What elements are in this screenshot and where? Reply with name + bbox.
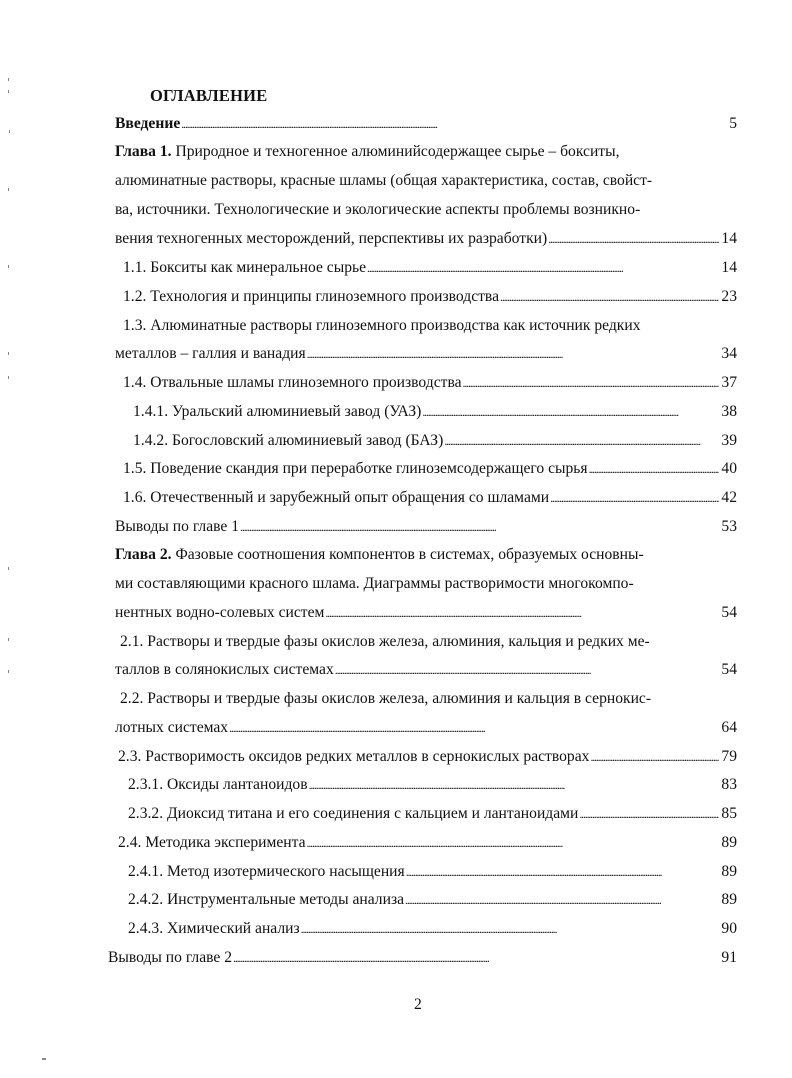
- page-number: 2: [414, 996, 422, 1013]
- toc-page-number: 14: [721, 259, 737, 276]
- scan-speck: [8, 90, 9, 93]
- toc-entry-1-5[interactable]: [123, 455, 737, 483]
- toc-page-number: 79: [721, 748, 737, 765]
- leader-dots: [444, 427, 719, 455]
- chapter-title-part: Природное и техногенное алюминийсодержащее сырье – бокситы,: [175, 143, 620, 160]
- toc-entry-conclusions-1[interactable]: [115, 513, 737, 541]
- toc-page-number: 90: [721, 920, 737, 937]
- toc-entry-label: 1.6. Отечественный и зарубежный опыт обращения со шламами: [123, 489, 550, 506]
- toc-page-number: 34: [721, 345, 737, 362]
- toc-page-number: 42: [721, 489, 737, 506]
- toc-entry-chapter1-line2: алюминатные растворы, красные шламы (общая характеристика, состав, свойст-: [115, 172, 653, 189]
- toc-entry-chapter2-line2: ми составляющими красного шлама. Диаграммы растворимости многокомпо-: [115, 575, 634, 592]
- leader-dots: [463, 369, 720, 397]
- toc-entry-intro[interactable]: [115, 110, 737, 138]
- toc-entry-2-1-line1[interactable]: 2.1. Растворы и твердые фазы окислов железа, алюминия, кальция и редких ме-: [120, 633, 650, 650]
- leader-dots: [548, 225, 719, 253]
- toc-entry-1-6[interactable]: [123, 484, 737, 512]
- toc-entry-1-2[interactable]: [123, 283, 737, 311]
- toc-entry-1-3-line2[interactable]: [115, 340, 737, 368]
- leader-dots: [233, 944, 719, 972]
- toc-entry-2-4-3[interactable]: [128, 915, 737, 943]
- toc-entry-2-3-1[interactable]: [128, 771, 737, 799]
- toc-page-number: 39: [721, 432, 737, 449]
- toc-entry-label: 1.4.1. Уральский алюминиевый завод (УАЗ): [133, 403, 422, 420]
- toc-entry-2-2-line2[interactable]: [115, 714, 737, 742]
- leader-dots: [589, 455, 720, 483]
- toc-entry-label: 1.5. Поведение скандия при переработке глиноземсодержащего сырья: [123, 460, 588, 477]
- toc-entry-label: лотных системах: [115, 719, 229, 736]
- toc-page-number: 89: [721, 863, 737, 880]
- toc-page-number: 89: [721, 891, 737, 908]
- chapter-label: Глава 2.: [115, 546, 172, 563]
- toc-entry-1-3-line1[interactable]: 1.3. Алюминатные растворы глиноземного производства как источник редких: [123, 317, 641, 334]
- leader-dots: [422, 398, 719, 426]
- leader-dots: [335, 656, 720, 684]
- scan-speck: [8, 567, 9, 570]
- scan-speck: [8, 638, 9, 641]
- toc-page-number: 64: [721, 719, 737, 736]
- toc-entry-label: нентных водно-солевых систем: [115, 604, 325, 621]
- toc-page-number: 38: [721, 403, 737, 420]
- toc-entry-1-4-1[interactable]: [133, 398, 737, 426]
- toc-page-number: 54: [721, 604, 737, 621]
- leader-dots: [500, 283, 719, 311]
- toc-page-number: 40: [721, 460, 737, 477]
- leader-dots: [307, 829, 720, 857]
- toc-entry-chapter2-line3[interactable]: [115, 599, 737, 627]
- leader-dots: [301, 915, 720, 943]
- toc-entry-2-3-2[interactable]: [128, 800, 737, 828]
- leader-dots: [181, 110, 727, 138]
- toc-entry-2-4[interactable]: [118, 829, 737, 857]
- leader-dots: [579, 800, 719, 828]
- chapter-label: Глава 1.: [115, 143, 172, 160]
- toc-title: ОГЛАВЛЕНИЕ: [150, 86, 268, 105]
- toc-entry-label: 1.4. Отвальные шламы глиноземного производства: [123, 374, 462, 391]
- leader-dots: [550, 484, 719, 512]
- toc-entry-label: таллов в солянокислых системах: [115, 661, 334, 678]
- toc-entry-1-4[interactable]: [123, 369, 737, 397]
- leader-dots: [309, 771, 720, 799]
- toc-page-number: 85: [721, 805, 737, 822]
- toc-entry-label: 2.4.1. Метод изотермического насыщения: [128, 863, 405, 880]
- chapter-title-part: Фазовые соотношения компонентов в системах, образуемых основны-: [175, 546, 644, 563]
- toc-page-number: 5: [729, 115, 737, 132]
- toc-entry-label: 1.4.2. Богословский алюминиевый завод (БАЗ): [133, 432, 444, 449]
- leader-dots: [307, 340, 720, 368]
- toc-entry-1-1[interactable]: [123, 254, 737, 282]
- toc-entry-2-3[interactable]: [118, 743, 737, 771]
- toc-entry-2-1-line2[interactable]: [115, 656, 737, 684]
- toc-page-number: 83: [721, 776, 737, 793]
- scan-speck: [8, 188, 9, 191]
- toc-entry-chapter1-line4[interactable]: [115, 225, 737, 253]
- toc-page-number: 37: [721, 374, 737, 391]
- leader-dots: [406, 858, 720, 886]
- toc-entry-2-2-line1[interactable]: 2.2. Растворы и твердые фазы окислов железа, алюминия и кальция в сернокис-: [120, 690, 652, 707]
- scan-speck: [42, 1058, 46, 1060]
- toc-entry-label: 2.3.1. Оксиды лантаноидов: [128, 776, 308, 793]
- leader-dots: [240, 513, 719, 541]
- toc-entry-label: Выводы по главе 2: [108, 949, 233, 966]
- toc-page-number: 89: [721, 834, 737, 851]
- toc-page-number: 54: [721, 661, 737, 678]
- toc-entry-label: 1.2. Технология и принципы глиноземного производства: [123, 288, 500, 305]
- leader-dots: [229, 714, 719, 742]
- toc-entry-label: Выводы по главе 1: [115, 518, 240, 535]
- toc-entry-chapter1-line1[interactable]: [115, 138, 620, 166]
- leader-dots: [367, 254, 719, 282]
- toc-entry-label: 2.4. Методика эксперимента: [118, 834, 306, 851]
- scan-speck: [8, 265, 9, 268]
- toc-entry-label: 2.3. Растворимость оксидов редких металлов в сернокислых растворах: [118, 748, 590, 765]
- toc-entry-chapter2-line1[interactable]: [115, 541, 644, 569]
- toc-entry-label: 2.4.2. Инструментальные методы анализа: [128, 891, 405, 908]
- leader-dots: [590, 743, 719, 771]
- toc-entry-chapter1-line3: ва, источники. Технологические и экологические аспекты проблемы возникно-: [115, 201, 641, 218]
- toc-entry-2-4-1[interactable]: [128, 858, 737, 886]
- toc-entry-2-4-2[interactable]: [128, 886, 737, 914]
- toc-entry-label: 2.4.3. Химический анализ: [128, 920, 300, 937]
- toc-page-number: 23: [721, 288, 737, 305]
- toc-entry-conclusions-2[interactable]: [108, 944, 737, 972]
- toc-entry-label: 1.1. Бокситы как минеральное сырье: [123, 259, 367, 276]
- toc-page-number: 91: [721, 949, 737, 966]
- toc-entry-label: Введение: [115, 115, 181, 132]
- toc-entry-label: металлов – галлия и ванадия: [115, 345, 306, 362]
- toc-page-number: 53: [721, 518, 737, 535]
- scan-speck: [8, 670, 9, 673]
- scan-speck: [8, 78, 9, 81]
- toc-entry-1-4-2[interactable]: [133, 427, 737, 455]
- scan-speck: [8, 352, 9, 355]
- leader-dots: [405, 886, 719, 914]
- toc-entry-label: вения техногенных месторождений, перспективы их разработки): [115, 230, 548, 247]
- leader-dots: [325, 599, 719, 627]
- toc-page-number: 14: [721, 230, 737, 247]
- scan-speck: [8, 376, 9, 379]
- toc-entry-label: 2.3.2. Диоксид титана и его соединения с кальцием и лантаноидами: [128, 805, 579, 822]
- scan-speck: [9, 130, 10, 133]
